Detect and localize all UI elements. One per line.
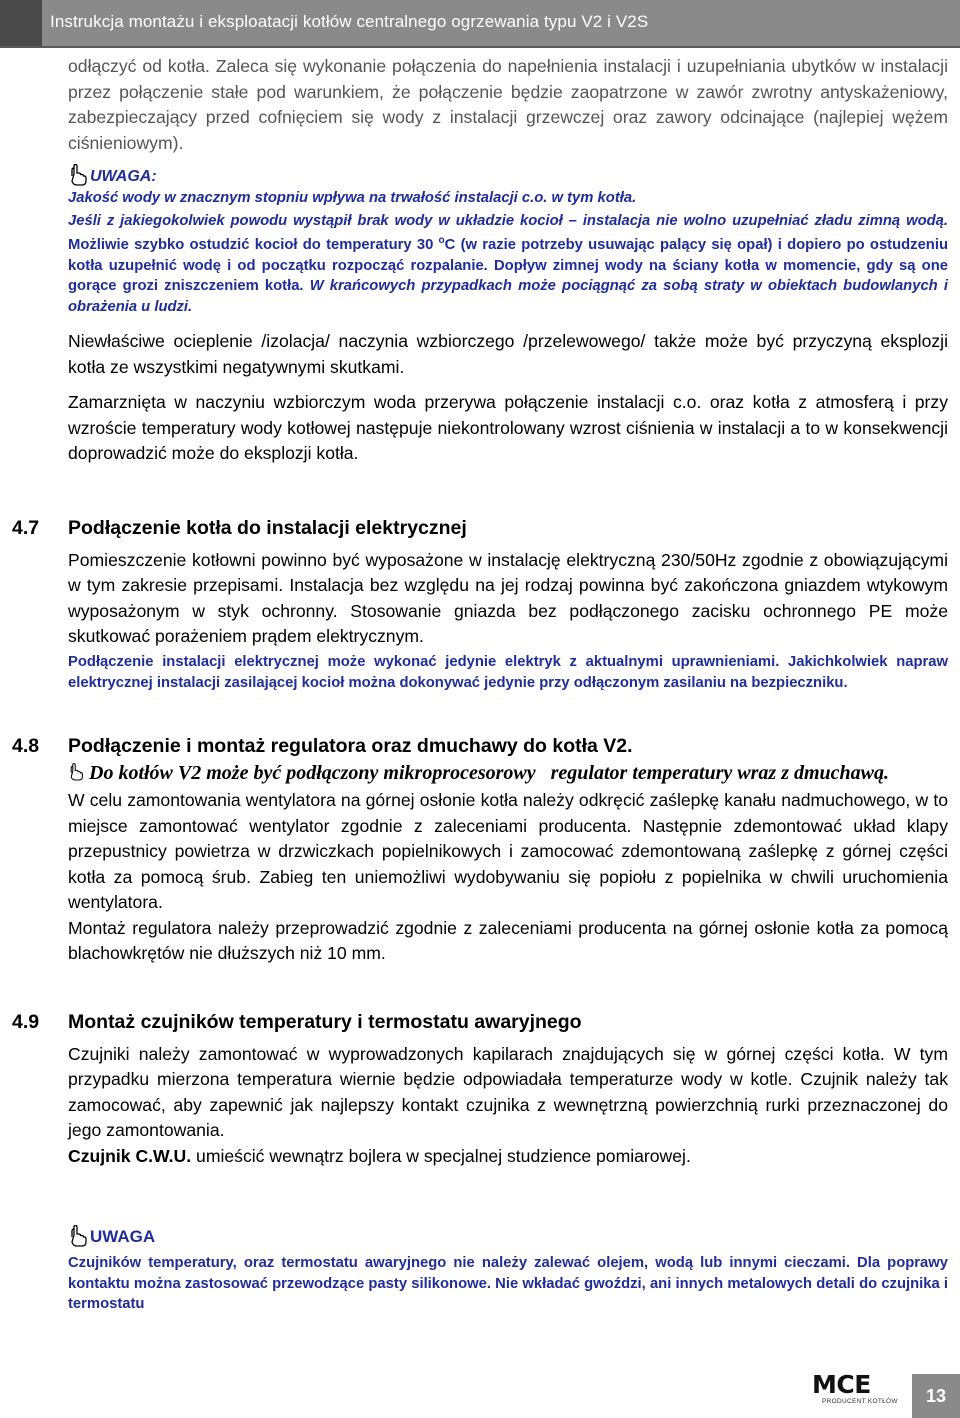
section-4-9-paragraph-cwu: Czujnik C.W.U. umieścić wewnątrz bojlera w specjalnej studzience pomiarowej. xyxy=(68,1145,691,1166)
section-4-7-warning: Podłączenie instalacji elektrycznej może wykonać jedynie elektryk z aktualnymi uprawnieniami. Jakichkolwiek napraw elektrycznej instalacji zasilającej kocioł można dokonywać jedynie przy odłączonym zasilaniu na bezpieczniku. xyxy=(68,653,948,691)
warning-label: UWAGA xyxy=(90,1227,156,1247)
paragraph-frozen-water: Zamarznięta w naczyniu wzbiorczym woda przerywa połączenie instalacji c.o. oraz kotła z atmosferą i przy wzroście temperatury wody kotłowej następuje niekontrolowany wzrost ciśnienia w instalacji a to w konsekwencji doprowadzić może do eksplozji kotła. xyxy=(68,392,948,464)
section-heading-4-8 xyxy=(12,735,948,758)
section-4-8-note: Do kotłów V2 może być podłączony mikroprocesorowy regulator temperatury wraz z dmuchawą. xyxy=(68,760,948,786)
warning-text: Jeśli z jakiegokolwiek powodu wystąpił brak wody w układzie kocioł – instalacja nie wolno uzupełniać zładu zimną wodą. xyxy=(68,212,948,229)
warning-paragraph-water-loss xyxy=(68,211,948,318)
paragraph-insulation: Niewłaściwe ocieplenie /izolacja/ naczynia wzbiorczego /przelewowego/ także może być przyczyną eksplozji kotła ze wszystkimi negatywnymi skutkami. xyxy=(68,331,948,377)
warning-heading xyxy=(68,1225,948,1247)
section-title: Montaż czujników temperatury i termostatu awaryjnego xyxy=(68,1010,582,1033)
logo-text: MCE xyxy=(812,1370,871,1399)
warning-label: UWAGA: xyxy=(90,168,157,185)
logo-subtext: PRODUCENT KOTŁÓW xyxy=(822,1398,898,1405)
warning-line-water-quality: Jakość wody w znacznym stopniu wpływa na trwałość instalacji c.o. w tym kotła. xyxy=(68,190,637,206)
warning-text: Dopływ zimnej wody na ściany kotła w momencie, gdy są one gorące grozi zniszczeniem kotła. xyxy=(68,257,948,295)
pointing-hand-icon xyxy=(68,763,84,781)
section-title: Podłączenie i montaż regulatora oraz dmuchawy do kotła V2. xyxy=(68,735,633,758)
section-4-9-paragraph: Czujniki należy zamontować w wyprowadzonych kapilarach znajdujących się w górnej części kotła. W tym przypadku mierzona temperatura wiernie będzie odpowiadała temperaturze wody w kotle. Czujnik należy tak zamocować, aby zapewnić jak najlepszy kontakt czujnika z wewnętrzną powierzchnią rurki przeznaczonej do jego zamontowania. xyxy=(68,1043,948,1141)
section-number: 4.9 xyxy=(12,1010,40,1033)
section-heading-4-7 xyxy=(12,517,948,540)
warning-heading xyxy=(68,164,948,186)
section-heading-4-9 xyxy=(12,1011,948,1034)
section-4-7-paragraph: Pomieszczenie kotłowni powinno być wyposażone w instalację elektryczną 230/50Hz zgodnie z obowiązującymi w tym zakresie przepisami. Instalacja bez względu na jej rodzaj powinna być zakończona gniazdem wtykowym wyposażonym w styk ochronny. Stosowanie gniazda bez podłączonego zacisku ochronnego PE może skutkować porażeniem prądem elektrycznym. xyxy=(68,549,948,647)
section-number: 4.7 xyxy=(12,516,40,539)
header-tab-block xyxy=(0,0,42,46)
section-4-8-paragraph: W celu zamontowania wentylatora na górnej osłonie kotła należy odkręcić zaślepkę kanału nadmuchowego, w to miejsce zamontować wentylator zgodnie z zaleceniami producenta. Następnie zdemontować układ klapy przepustnicy powietrza w drzwiczkach popielnikowych i zamocować zdemontowaną zaślepkę z górnej części kotła za pomocą śrub. Zabieg ten uniemożliwi wydobywaniu się popiołu z popielnika w chwili uruchomienia wentylatora. xyxy=(68,790,948,913)
page-content xyxy=(12,50,948,1315)
intro-paragraph: odłączyć od kotła. Zaleca się wykonanie połączenia do napełnienia instalacji i uzupełniania ubytków w instalacji przez połączenie stałe pod warunkiem, że połączenie będzie zaopatrzone w zawór zwrotny antyskażeniowy, zabezpieczający przed cofnięciem się wody z instalacji grzewczej oraz zawory odcinające (najlepiej wężem ciśnieniowym). xyxy=(68,56,948,153)
pointing-hand-icon xyxy=(68,164,88,186)
section-4-8-paragraph-mounting: Montaż regulatora należy przeprowadzić zgodnie z zaleceniami producenta na górnej osłonie kotła za pomocą blachowkrętów nie dłuższych niż 10 mm. xyxy=(68,917,948,964)
page-header xyxy=(0,0,960,48)
pointing-hand-icon xyxy=(68,1225,88,1247)
mce-logo xyxy=(812,1370,902,1406)
section-title: Podłączenie kotła do instalacji elektrycznej xyxy=(68,516,467,539)
section-number: 4.8 xyxy=(12,735,40,758)
warning-text: Możliwie szybko ostudzić kocioł do temperatury 30 $^o$C (w razie potrzeby usuwając palący się opał) i dopiero po ostudzeniu kotła uzupełnić wodę i od początku rozpocząć rozpalanie. xyxy=(68,235,948,274)
page-number: 13 xyxy=(912,1374,960,1418)
warning-text: W krańcowych przypadkach może pociągnąć za sobą straty w obiektach budowlanych i obrażenia u ludzi. xyxy=(68,278,948,315)
sensor-warning-text: Czujników temperatury, oraz termostatu awaryjnego nie należy zalewać olejem, wodą lub innymi cieczami. Dla poprawy kontaktu można zastosować przewodzące pasty silikonowe. Nie wkładać gwoździ, ani innych metalowych detali do czujnika i termostatu xyxy=(68,1255,948,1313)
header-title: Instrukcja montażu i eksploatacji kotłów centralnego ogrzewania typu V2 i V2S xyxy=(50,12,649,31)
